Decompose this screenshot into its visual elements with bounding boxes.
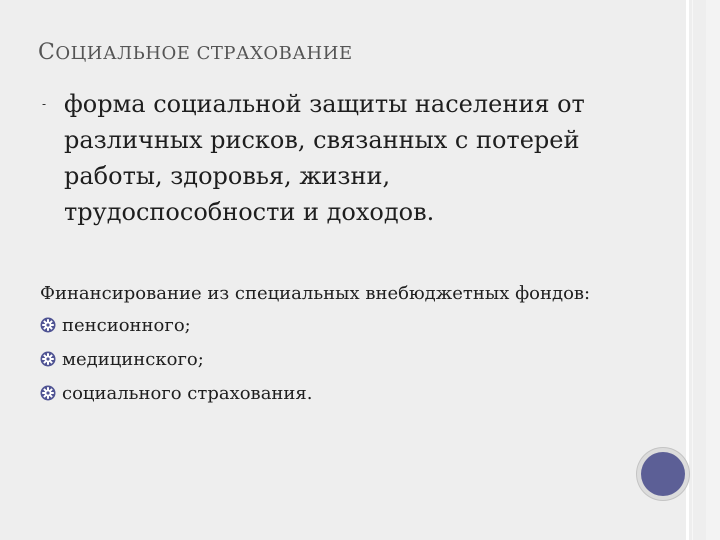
list-item <box>40 342 720 376</box>
title-rest: ОЦИАЛЬНОЕ СТРАХОВАНИЕ <box>55 43 353 64</box>
dash-bullet: - <box>42 97 47 111</box>
definition-line: работы, здоровья, жизни, <box>64 162 391 190</box>
nav-circle-button[interactable] <box>641 452 685 496</box>
financing-heading: Финансирование из специальных внебюджетных фондов: <box>40 283 591 304</box>
gear-icon <box>40 351 56 367</box>
list-item-label: пенсионного; <box>62 314 191 336</box>
financing-block <box>40 280 720 410</box>
list-item <box>40 376 720 410</box>
gear-icon <box>40 385 56 401</box>
title-first-letter: С <box>38 40 56 65</box>
definition-line: трудоспособности и доходов. <box>64 198 435 226</box>
definition-line: различных рисков, связанных с потерей <box>64 126 580 154</box>
definition-block <box>38 86 698 230</box>
list-item-label: социального страхования. <box>62 382 313 404</box>
list-item <box>40 308 720 342</box>
definition-line: форма социальной защиты населения от <box>64 90 585 118</box>
list-item-label: медицинского; <box>62 348 204 370</box>
definition-text <box>64 86 698 230</box>
slide-title <box>38 40 353 65</box>
decorative-stripe <box>692 0 693 540</box>
gear-icon <box>40 317 56 333</box>
fund-list <box>40 308 720 410</box>
decorative-stripe <box>706 0 720 540</box>
decorative-stripe <box>686 0 689 540</box>
